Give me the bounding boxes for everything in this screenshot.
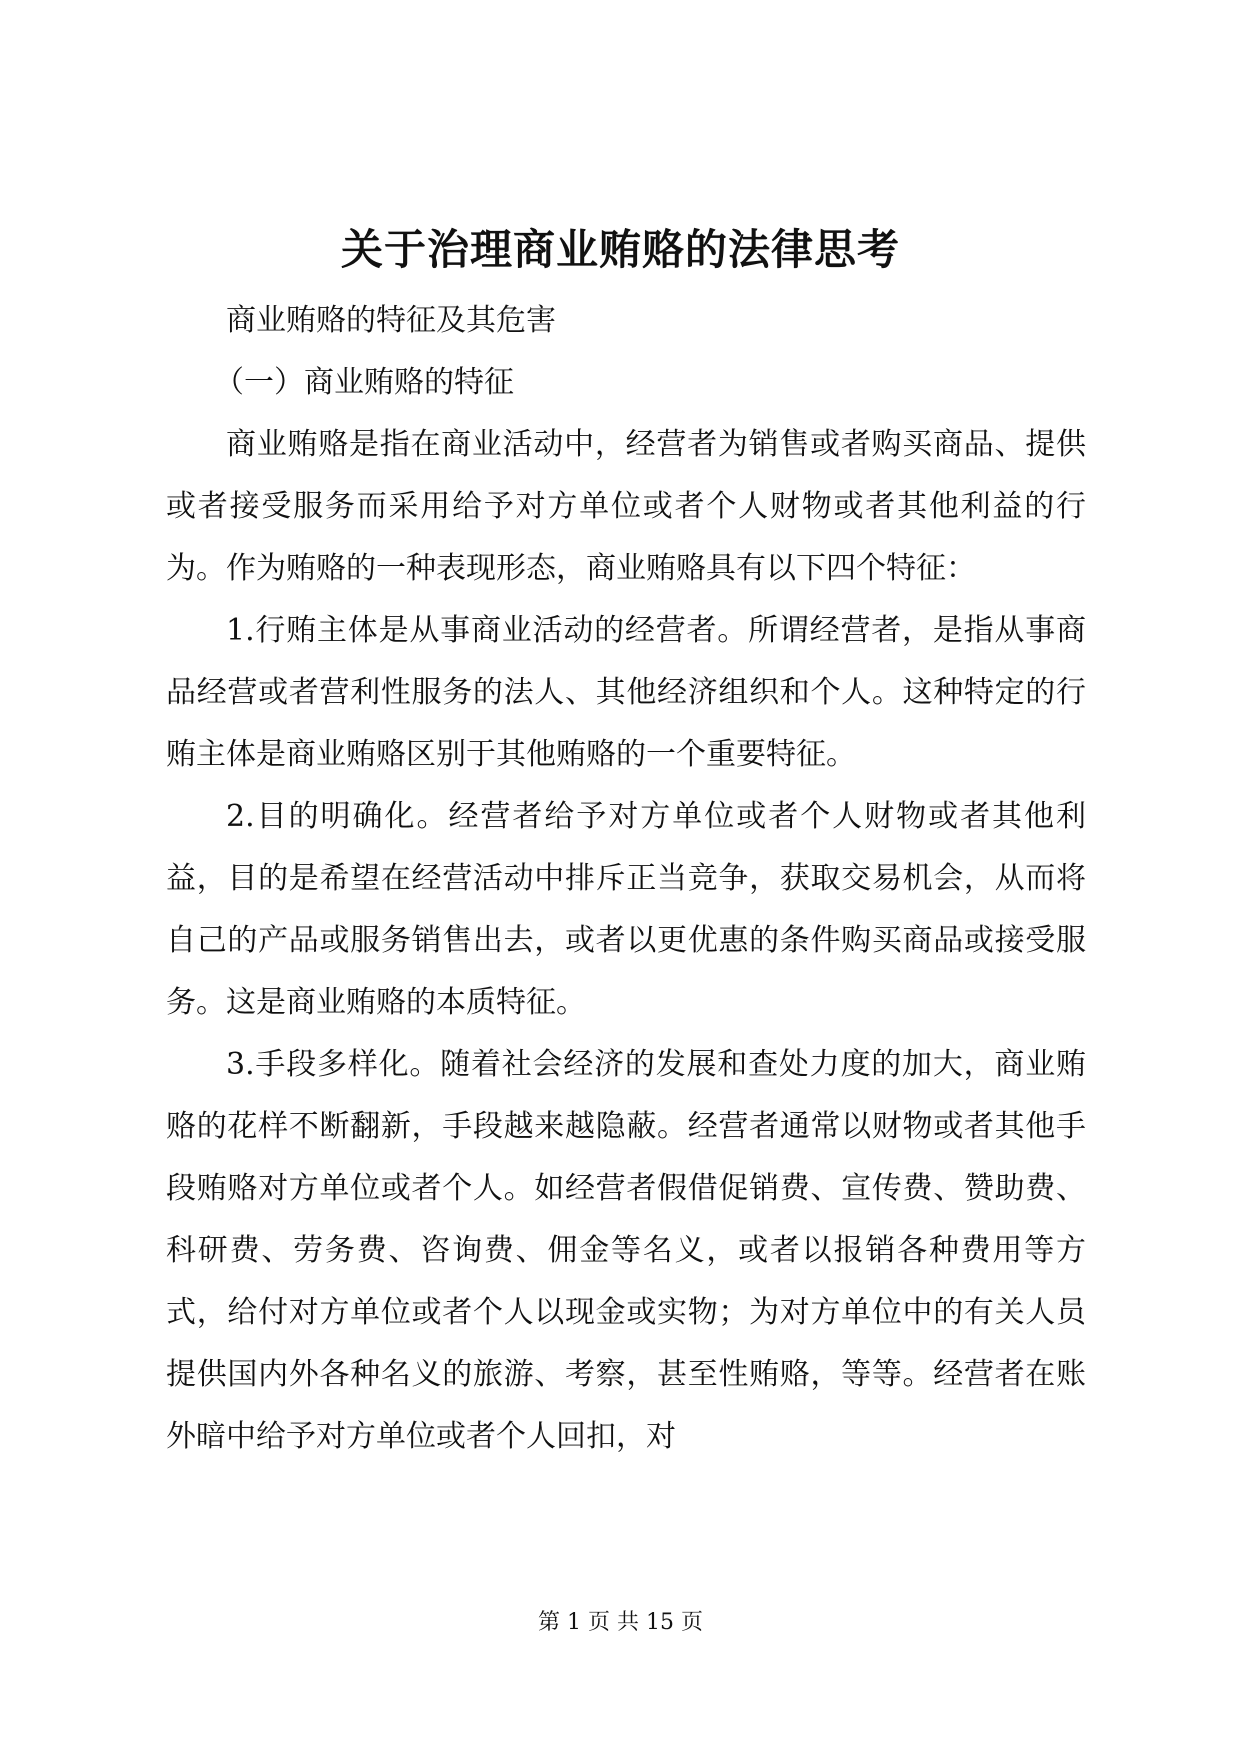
document-title: 关于治理商业贿赂的法律思考 (340, 225, 900, 274)
subsection-heading: （一）商业贿赂的特征 (214, 365, 514, 400)
paragraph-feature-1: 1.行贿主体是从事商业活动的经营者。所谓经营者，是指从事商品经营或者营利性服务的法人、其他经济组织和个人。这种特定的行贿主体是商业贿赂区别于其他贿赂的一个重要特征。 (166, 613, 1086, 772)
document-body (166, 290, 1086, 1468)
page-number-footer: 第 1 页 共 15 页 (538, 1610, 703, 1635)
paragraph-feature-3: 3.手段多样化。随着社会经济的发展和查处力度的加大，商业贿赂的花样不断翻新，手段越来越隐蔽。经营者通常以财物或者其他手段贿赂对方单位或者个人。如经营者假借促销费、宣传费、赞助费、科研费、劳务费、咨询费、佣金等名义，或者以报销各种费用等方式，给付对方单位或者个人以现金或实物；为对方单位中的有关人员提供国内外各种名义的旅游、考察，甚至性贿赂，等等。经营者在账外暗中给予对方单位或者个人回扣，对 (166, 1047, 1086, 1454)
paragraph-definition: 商业贿赂是指在商业活动中，经营者为销售或者购买商品、提供或者接受服务而采用给予对方单位或者个人财物或者其他利益的行为。作为贿赂的一种表现形态，商业贿赂具有以下四个特征： (166, 427, 1086, 586)
paragraph-feature-2: 2.目的明确化。经营者给予对方单位或者个人财物或者其他利益，目的是希望在经营活动中排斥正当竞争，获取交易机会，从而将自己的产品或服务销售出去，或者以更优惠的条件购买商品或接受服务。这是商业贿赂的本质特征。 (166, 799, 1086, 1020)
section-heading: 商业贿赂的特征及其危害 (226, 303, 556, 338)
